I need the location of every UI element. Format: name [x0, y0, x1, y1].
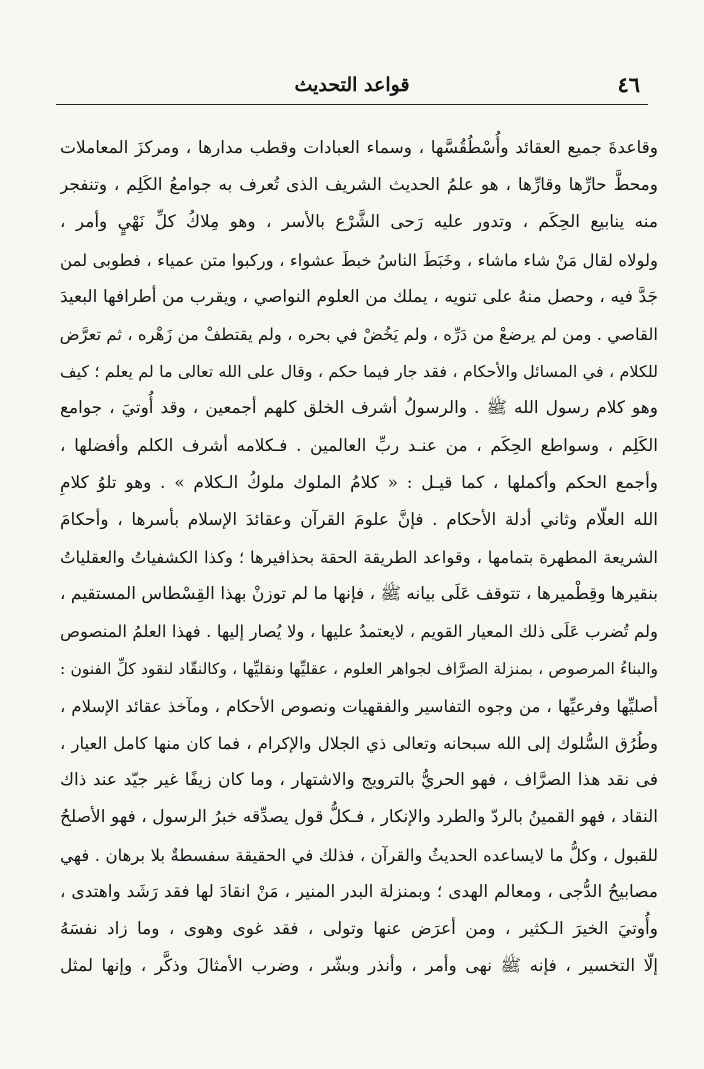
text-line: القاصي . ومن لم يرضعْ من دَرِّه ، ولم يَخُضْ في بحره ، ولم يقتطفْ من زَهْره ، ثم تعرَّض [60, 324, 658, 344]
text-line: ومحطَّ حارِّها وقارِّها ، هو علمُ الحديث الشريف الذى تُعرف به جوامعُ الكَلِم ، وتنفجر [60, 175, 658, 196]
text-line: الله العلّام وثاني أدلة الأحكام . فإنَّ علومَ القرآن وعقائدَ الإسلام بأسرها ، وأحكامَ [60, 509, 658, 530]
text-line: الشريعة المطهرة بتمامها ، وقواعد الطريقة الحقة بحذافيرها ؛ وكذا الكشفياتُ والعقلياتُ [60, 548, 658, 568]
text-line: جَدَّ فيه ، وحصل منهُ على تنويه ، يملك من العلوم النواصي ، ويقرب من أطرافها البعيدَ [60, 286, 658, 307]
text-line: مصابيحُ الدُّجى ، ومعالم الهدى ؛ وبمنزلة البدر المنير ، مَنْ انقادَ لها فقد رَشَد واهتدى ، [60, 881, 658, 902]
text-line: للقبول ، وكلُّ ما لايساعده الحديثُ والقرآن ، فذلك في الحقيقة سفسطةٌ بلا برهان . فهي [60, 845, 658, 865]
page-number: ٤٦ [617, 72, 640, 97]
text-line: وأجمع الحكم وأكملها ، كما قيـل : « كلامُ الملوك ملوكُ الـكلام » . وهو تلوُ كلامِ [60, 472, 658, 493]
body-text [60, 130, 658, 985]
text-line: منه ينابيع الحِكَم ، وتدور عليه رَحى الشَّرْع بالأسر ، وهو مِلاكُ كلِّ نَهْيٍ وأمر ، [60, 212, 658, 233]
text-line: وطُرُق السُّلوك إلى الله سبحانه وتعالى ذي الجلال والإكرام ، فما كان منها كامل العيار ، [60, 734, 658, 753]
text-line: أصليِّها وفرعيِّها ، من وجوه التفاسير والفقهيات ونصوص الأحكام ، ومآخذ عقائد الإسلام ، [60, 696, 658, 716]
text-line: للكلام ، في المسائل والأحكام ، فقد جار فيما حكم ، وقال على الله تعالى ما لم يعلم ؛ كيف [60, 362, 658, 382]
text-line: إلّا التخسير ، فإنه ﷺ نهى وأمر ، وأنذر وبشّر ، وضرب الأمثالَ وذكَّر ، وإنها لمثل [60, 956, 658, 977]
text-line: النقاد ، فهو القمينُ بالردّ والطرد والإنكار ، فـكلُّ قول يصدِّقه خبرُ الرسول ، فهو الأصلحُ [60, 807, 658, 828]
text-line: فى نقد هذا الصرَّاف ، فهو الحريُّ بالترويج والاشتهار ، وما كان زيفًا غير جيّد عند ذاك [60, 770, 658, 791]
text-line: ولولاه لقال مَنْ شاء ماشاء ، وخَبَطَ الناسُ خبطَ عشواء ، وركبوا متن عمياء ، فطوبى لمن [60, 250, 658, 270]
text-line: وهو كلام رسول الله ﷺ . والرسولُ أشرف الخلق كلهم أجمعين ، وقد أُوتيَ ، جوامع [60, 398, 658, 419]
text-line: ولم تُضرب عَلَى ذلك المعيار القويم ، لايعتمدُ عليها ، ولا يُصار إليها . فهذا العلمُ المنصوص [60, 622, 658, 642]
running-title: قواعد التحديث [294, 74, 410, 96]
text-line: الكَلِم ، وسواطع الحِكَم ، من عنـد ربِّ العالمين . فـكلامه أشرف الكلم وأفضلها ، [60, 435, 658, 456]
text-line: وقاعدةَ جميع العقائد وأُسْطُقُسَّها ، وسماء العبادات وقطب مدارها ، ومركزَ المعاملات [60, 138, 658, 158]
running-head [56, 70, 648, 106]
text-line: والبناءُ المرصوص ، بمنزلة الصرَّاف لجواهر العلوم ، عقليِّها ونقليِّها ، وكالنقّاد لنقود كلِّ الفنون : [60, 659, 658, 678]
header-rule [56, 104, 648, 105]
text-line: بنقيرها وقِطْميرها ، تتوقف عَلَى بيانه ﷺ ، فإنها ما لم توزنْ بهذا القِسْطاس المستقيم ، [60, 584, 658, 605]
text-line: وأُوتيَ الخيرَ الـكثير ، ومن أعرَض عنها وتولى ، فقد غوى وهوى ، وما زاد نفسَهُ [60, 918, 658, 939]
